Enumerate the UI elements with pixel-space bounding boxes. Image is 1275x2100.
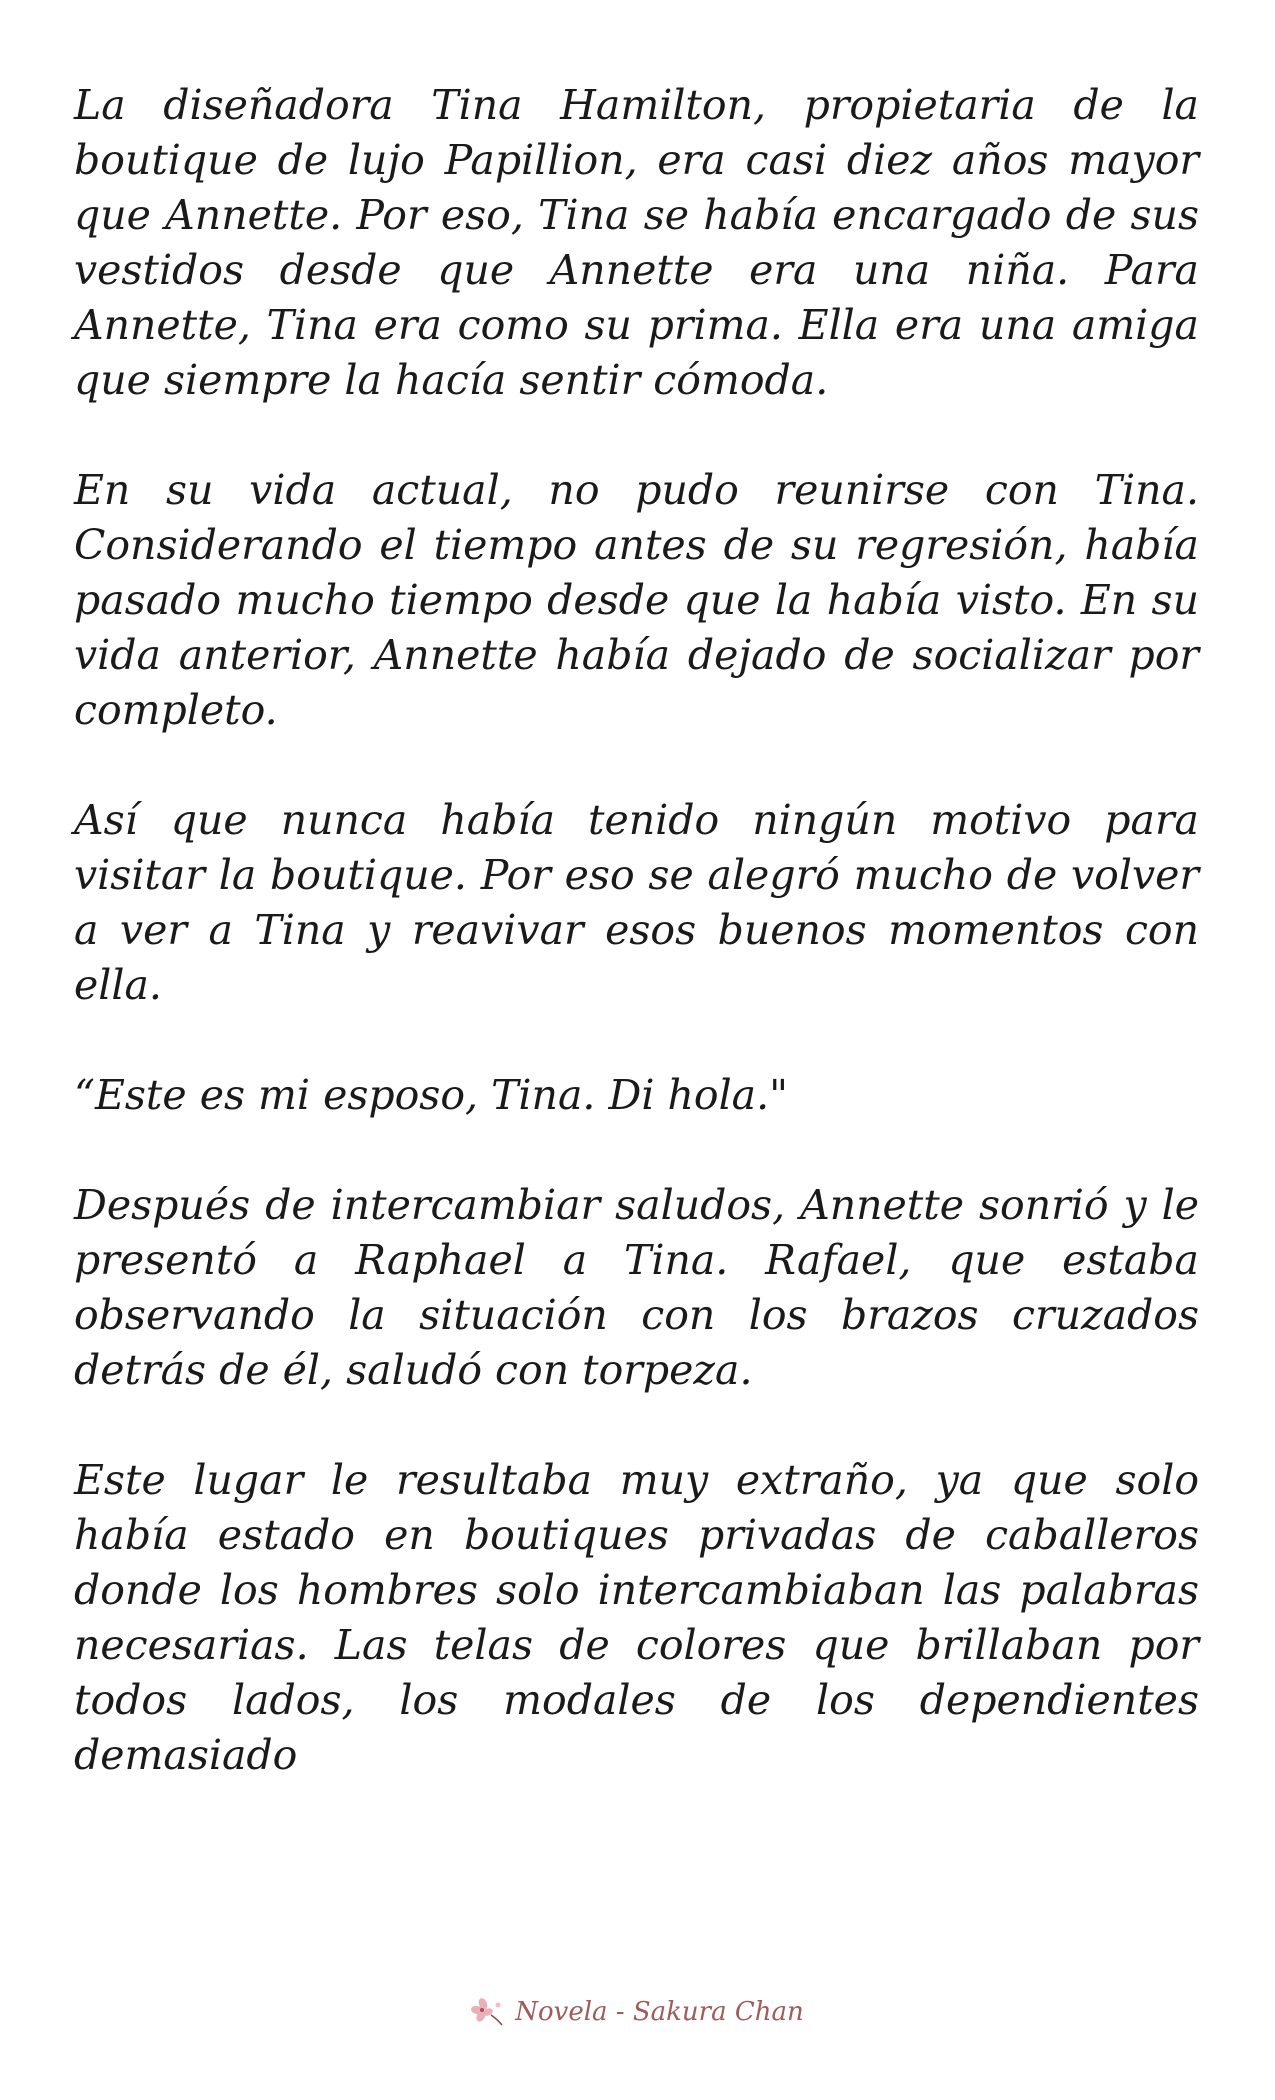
document-body xyxy=(74,78,1199,1838)
paragraph-6: Este lugar le resultaba muy extraño, ya que solo había estado en boutiques privadas de caballeros donde los hombres solo intercambiaban las palabras necesarias. Las telas de colores que brillaban por todos lados, los modales de los dependientes demasiado xyxy=(74,1456,1199,1779)
paragraph-5: Después de intercambiar saludos, Annette sonrió y le presentó a Raphael a Tina. Rafael, que estaba observando la situación con los brazos cruzados detrás de él, saludó con torpeza. xyxy=(74,1181,1199,1394)
paragraph-2: En su vida actual, no pudo reunirse con Tina. Considerando el tiempo antes de su regresión, había pasado mucho tiempo desde que la había visto. En su vida anterior, Annette había dejado de socializar por completo. xyxy=(74,466,1199,734)
footer-text: Novela - Sakura Chan xyxy=(515,1997,804,2027)
paragraph-1: La diseñadora Tina Hamilton, propietaria de la boutique de lujo Papillion, era casi diez años mayor que Annette. Por eso, Tina se había encargado de sus vestidos desde que Annette era una niña. Para Annette, Tina era como su prima. Ella era una amiga que siempre la hacía sentir cómoda. xyxy=(74,81,1199,404)
footer-watermark xyxy=(0,1995,1275,2029)
sakura-flower-icon xyxy=(471,1995,505,2029)
paragraph-3: Así que nunca había tenido ningún motivo para visitar la boutique. Por eso se alegró mucho de volver a ver a Tina y reavivar esos buenos momentos con ella. xyxy=(74,796,1199,1009)
paragraph-4-dialogue: “Este es mi esposo, Tina. Di hola." xyxy=(74,1071,789,1119)
